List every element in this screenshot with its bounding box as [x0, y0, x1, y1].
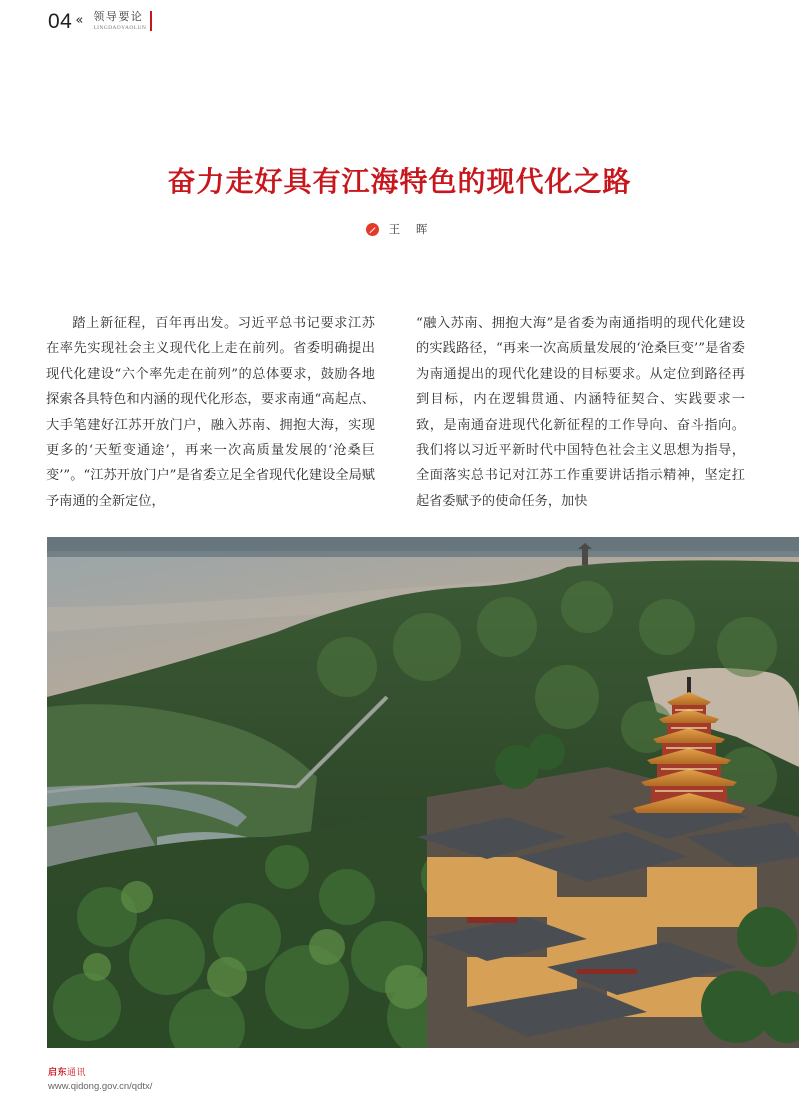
section-pinyin: LINGDAOYAOLUN [93, 25, 147, 31]
double-chevron-icon: « [75, 13, 84, 28]
section-label [93, 10, 146, 32]
footer-url[interactable]: www.qidong.gov.cn/qdtx/ [48, 1081, 153, 1092]
pen-icon [366, 223, 379, 236]
author-name: 王 晖 [388, 222, 434, 236]
footer-brand [48, 1069, 152, 1078]
body-column-right: “融入苏南、拥抱大海”是省委为南通指明的现代化建设的实践路径，“再来一次高质量发展的‘沧桑巨变’”是省委为南通提出的现代化建设的目标要求。从定位到路径再到目标，内在逻辑贯通、内涵特征契合、实践要求一致，是南通奋进现代化新征程的工作导向、奋斗指向。我们将以习近平新时代中国特色社会主义思想为指导，全面落实总书记对江苏工作重要讲话指示精神，坚定扛起省委赋予的使命任务，加快 [416, 316, 745, 509]
footer-brand-light: 通讯 [67, 1068, 87, 1078]
page-footer [48, 1069, 152, 1092]
footer-brand-bold: 启东 [48, 1068, 68, 1078]
photo-illustration [47, 537, 799, 1048]
section-divider-bar [150, 11, 152, 31]
article-title: 奋力走好具有江海特色的现代化之路 [167, 165, 632, 198]
aerial-photo-pagoda-temple [47, 537, 799, 1048]
page-header [48, 10, 152, 36]
body-column-left: 踏上新征程，百年再出发。习近平总书记要求江苏在率先实现社会主义现代化上走在前列。省委明确提出现代化建设“六个率先走在前列”的总体要求，鼓励各地探索各具特色和内涵的现代化形态，要求南通“高起点、大手笔建好江苏开放门户，融入苏南、拥抱大海，实现更多的‘天堑变通途’，再来一次高质量发展的‘沧桑巨变’”。“江苏开放门户”是省委立足全省现代化建设全局赋予南通的全新定位， [46, 316, 375, 509]
page-number: 04 [48, 10, 73, 33]
section-title: 领导要论 [93, 10, 144, 23]
byline [0, 221, 799, 237]
